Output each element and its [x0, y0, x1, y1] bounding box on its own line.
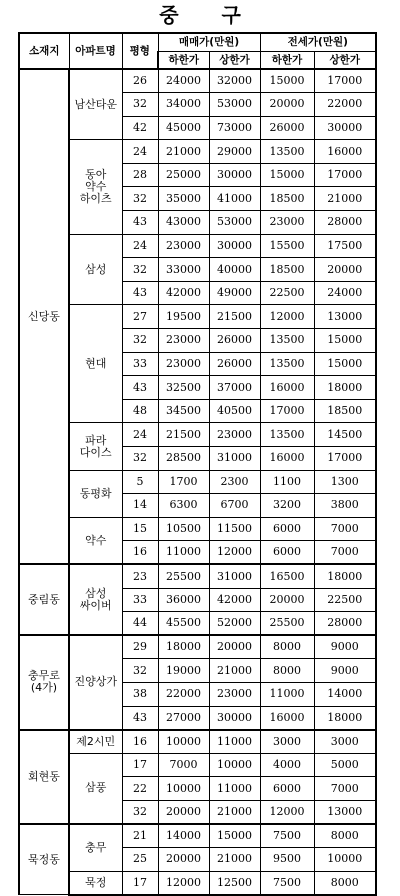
sale-low-cell: 34500 [158, 399, 209, 423]
area-cell: 32 [122, 447, 158, 471]
sale-low-cell: 7000 [158, 753, 209, 777]
area-cell: 14 [122, 494, 158, 518]
sale-high-cell: 40000 [209, 258, 260, 282]
sale-high-cell: 49000 [209, 281, 260, 305]
sale-low-cell: 25000 [158, 163, 209, 187]
sale-high-cell: 12000 [209, 541, 260, 565]
area-cell: 24 [122, 423, 158, 447]
area-cell: 17 [122, 871, 158, 895]
lease-high-cell: 18500 [314, 399, 376, 423]
sale-high-cell: 21500 [209, 305, 260, 329]
lease-low-cell: 23000 [260, 211, 314, 235]
area-cell: 16 [122, 730, 158, 754]
area-cell: 25 [122, 848, 158, 872]
lease-low-cell: 15500 [260, 234, 314, 258]
lease-high-cell: 30000 [314, 116, 376, 140]
lease-low-cell: 16000 [260, 447, 314, 471]
area-cell: 16 [122, 541, 158, 565]
area-cell: 38 [122, 682, 158, 706]
sale-high-cell: 37000 [209, 376, 260, 400]
sale-low-cell: 28500 [158, 447, 209, 471]
sale-low-cell: 18000 [158, 635, 209, 659]
apartment-name-cell: 파라 다이스 [69, 423, 122, 470]
table-row [19, 564, 376, 588]
lease-high-cell: 3800 [314, 494, 376, 518]
lease-high-cell: 13000 [314, 800, 376, 824]
sale-high-cell: 31000 [209, 564, 260, 588]
lease-low-cell: 7500 [260, 824, 314, 848]
sale-high-cell: 26000 [209, 329, 260, 353]
table-row [19, 234, 376, 258]
apartment-name-cell: 삼성 싸이버 [69, 564, 122, 635]
location-cell: 신당동 [19, 69, 69, 564]
area-cell: 43 [122, 376, 158, 400]
table-row [19, 305, 376, 329]
sale-low-cell: 19000 [158, 659, 209, 683]
sale-low-cell: 12000 [158, 871, 209, 895]
table-row [19, 824, 376, 848]
lease-low-cell: 20000 [260, 588, 314, 612]
apartment-name-cell: 동평화 [69, 470, 122, 517]
sale-high-cell: 52000 [209, 612, 260, 636]
table-header [19, 33, 376, 69]
lease-high-cell: 3000 [314, 730, 376, 754]
area-cell: 24 [122, 140, 158, 164]
lease-high-cell: 10000 [314, 848, 376, 872]
area-cell: 5 [122, 470, 158, 494]
lease-low-cell: 16000 [260, 376, 314, 400]
lease-high-cell: 18000 [314, 564, 376, 588]
sale-low-cell: 32500 [158, 376, 209, 400]
sale-low-cell: 21500 [158, 423, 209, 447]
lease-low-cell: 12000 [260, 800, 314, 824]
sale-high-cell: 21000 [209, 659, 260, 683]
lease-low-cell: 15000 [260, 69, 314, 93]
sale-low-cell: 10500 [158, 517, 209, 541]
sale-low-cell: 36000 [158, 588, 209, 612]
page-title: 중 구 [159, 3, 259, 27]
lease-low-cell: 18500 [260, 258, 314, 282]
table-row [19, 140, 376, 164]
table-row [19, 517, 376, 541]
sale-high-cell: 53000 [209, 93, 260, 117]
sale-high-cell: 21000 [209, 800, 260, 824]
lease-high-cell: 13000 [314, 305, 376, 329]
area-cell: 27 [122, 305, 158, 329]
area-cell: 17 [122, 753, 158, 777]
lease-high-cell: 28000 [314, 211, 376, 235]
lease-high-cell: 9000 [314, 659, 376, 683]
lease-high-cell: 14500 [314, 423, 376, 447]
lease-low-cell: 4000 [260, 753, 314, 777]
area-cell: 32 [122, 659, 158, 683]
lease-low-cell: 12000 [260, 305, 314, 329]
area-cell: 42 [122, 116, 158, 140]
lease-low-cell: 6000 [260, 777, 314, 801]
lease-low-cell: 3200 [260, 494, 314, 518]
area-cell: 22 [122, 777, 158, 801]
apartment-name-cell: 남산타운 [69, 69, 122, 140]
sale-high-cell: 29000 [209, 140, 260, 164]
sale-low-cell: 33000 [158, 258, 209, 282]
lease-high-cell: 17000 [314, 69, 376, 93]
lease-high-cell: 22000 [314, 93, 376, 117]
lease-high-cell: 18000 [314, 706, 376, 730]
area-cell: 43 [122, 211, 158, 235]
lease-low-cell: 16000 [260, 706, 314, 730]
table-row [19, 871, 376, 895]
lease-low-cell: 3000 [260, 730, 314, 754]
area-cell: 32 [122, 187, 158, 211]
lease-high-cell: 15000 [314, 352, 376, 376]
lease-low-cell: 13500 [260, 423, 314, 447]
lease-low-cell: 22500 [260, 281, 314, 305]
sale-high-cell: 6700 [209, 494, 260, 518]
sale-low-cell: 14000 [158, 824, 209, 848]
lease-low-cell: 13500 [260, 352, 314, 376]
area-cell: 33 [122, 352, 158, 376]
header-sale-upper: 상한가 [209, 51, 260, 69]
lease-low-cell: 18500 [260, 187, 314, 211]
sale-low-cell: 23000 [158, 352, 209, 376]
sale-low-cell: 22000 [158, 682, 209, 706]
lease-high-cell: 18000 [314, 376, 376, 400]
sale-high-cell: 21000 [209, 848, 260, 872]
sale-high-cell: 32000 [209, 69, 260, 93]
sale-low-cell: 43000 [158, 211, 209, 235]
lease-low-cell: 8000 [260, 635, 314, 659]
sale-high-cell: 20000 [209, 635, 260, 659]
sale-low-cell: 20000 [158, 848, 209, 872]
lease-low-cell: 20000 [260, 93, 314, 117]
sale-low-cell: 45500 [158, 612, 209, 636]
lease-high-cell: 5000 [314, 753, 376, 777]
area-cell: 32 [122, 329, 158, 353]
area-cell: 32 [122, 93, 158, 117]
table-row [19, 470, 376, 494]
sale-high-cell: 40500 [209, 399, 260, 423]
table-row [19, 69, 376, 93]
lease-low-cell: 13500 [260, 140, 314, 164]
location-cell: 회현동 [19, 730, 69, 824]
header-lease: 전세가(만원) [260, 33, 376, 51]
lease-low-cell: 17000 [260, 399, 314, 423]
lease-low-cell: 26000 [260, 116, 314, 140]
lease-high-cell: 15000 [314, 329, 376, 353]
apartment-name-cell: 약수 [69, 517, 122, 564]
sale-low-cell: 11000 [158, 541, 209, 565]
sale-low-cell: 20000 [158, 800, 209, 824]
lease-high-cell: 8000 [314, 824, 376, 848]
table-row [19, 730, 376, 754]
area-cell: 29 [122, 635, 158, 659]
area-cell: 43 [122, 281, 158, 305]
lease-high-cell: 14000 [314, 682, 376, 706]
lease-low-cell: 8000 [260, 659, 314, 683]
sale-low-cell: 23000 [158, 329, 209, 353]
lease-high-cell: 20000 [314, 258, 376, 282]
table-body [19, 69, 376, 895]
lease-high-cell: 22500 [314, 588, 376, 612]
sale-high-cell: 23000 [209, 682, 260, 706]
sale-high-cell: 42000 [209, 588, 260, 612]
lease-high-cell: 8000 [314, 871, 376, 895]
sale-low-cell: 34000 [158, 93, 209, 117]
sale-low-cell: 27000 [158, 706, 209, 730]
sale-low-cell: 24000 [158, 69, 209, 93]
sale-high-cell: 15000 [209, 824, 260, 848]
lease-high-cell: 7000 [314, 777, 376, 801]
sale-high-cell: 53000 [209, 211, 260, 235]
lease-high-cell: 9000 [314, 635, 376, 659]
location-cell: 묵정동 [19, 824, 69, 895]
apartment-name-cell: 삼풍 [69, 753, 122, 824]
lease-low-cell: 9500 [260, 848, 314, 872]
sale-low-cell: 25500 [158, 564, 209, 588]
sale-low-cell: 23000 [158, 234, 209, 258]
lease-low-cell: 15000 [260, 163, 314, 187]
area-cell: 28 [122, 163, 158, 187]
area-cell: 23 [122, 564, 158, 588]
area-cell: 43 [122, 706, 158, 730]
sale-high-cell: 10000 [209, 753, 260, 777]
lease-low-cell: 25500 [260, 612, 314, 636]
apartment-name-cell: 진양상가 [69, 635, 122, 729]
header-sale-lower: 하한가 [158, 51, 209, 69]
area-cell: 44 [122, 612, 158, 636]
area-cell: 15 [122, 517, 158, 541]
header-lease-lower: 하한가 [260, 51, 314, 69]
sale-high-cell: 23000 [209, 423, 260, 447]
sale-high-cell: 30000 [209, 706, 260, 730]
lease-low-cell: 11000 [260, 682, 314, 706]
lease-high-cell: 17000 [314, 163, 376, 187]
lease-low-cell: 7500 [260, 871, 314, 895]
lease-high-cell: 17000 [314, 447, 376, 471]
sale-low-cell: 19500 [158, 305, 209, 329]
sale-low-cell: 35000 [158, 187, 209, 211]
lease-low-cell: 1100 [260, 470, 314, 494]
sale-low-cell: 45000 [158, 116, 209, 140]
area-cell: 32 [122, 800, 158, 824]
lease-high-cell: 21000 [314, 187, 376, 211]
sale-low-cell: 21000 [158, 140, 209, 164]
sale-low-cell: 6300 [158, 494, 209, 518]
sale-high-cell: 12500 [209, 871, 260, 895]
lease-high-cell: 24000 [314, 281, 376, 305]
lease-low-cell: 6000 [260, 517, 314, 541]
location-cell: 중림동 [19, 564, 69, 635]
area-cell: 21 [122, 824, 158, 848]
table-row [19, 635, 376, 659]
header-lease-upper: 상한가 [314, 51, 376, 69]
lease-high-cell: 28000 [314, 612, 376, 636]
sale-high-cell: 26000 [209, 352, 260, 376]
sale-high-cell: 2300 [209, 470, 260, 494]
apartment-name-cell: 제2시민 [69, 730, 122, 754]
apartment-name-cell: 현대 [69, 305, 122, 423]
sale-low-cell: 42000 [158, 281, 209, 305]
sale-high-cell: 30000 [209, 234, 260, 258]
table-row [19, 423, 376, 447]
header-sale: 매매가(만원) [158, 33, 260, 51]
header-apartment: 아파트명 [69, 33, 122, 69]
area-cell: 48 [122, 399, 158, 423]
lease-high-cell: 17500 [314, 234, 376, 258]
lease-high-cell: 7000 [314, 541, 376, 565]
apartment-name-cell: 동아 약수 하이츠 [69, 140, 122, 234]
area-cell: 24 [122, 234, 158, 258]
lease-low-cell: 13500 [260, 329, 314, 353]
lease-high-cell: 1300 [314, 470, 376, 494]
lease-high-cell: 16000 [314, 140, 376, 164]
sale-low-cell: 1700 [158, 470, 209, 494]
sale-high-cell: 41000 [209, 187, 260, 211]
price-table [18, 32, 377, 896]
apartment-name-cell: 삼성 [69, 234, 122, 305]
area-cell: 32 [122, 258, 158, 282]
sale-low-cell: 10000 [158, 777, 209, 801]
sale-high-cell: 11500 [209, 517, 260, 541]
lease-low-cell: 6000 [260, 541, 314, 565]
area-cell: 33 [122, 588, 158, 612]
header-location: 소재지 [19, 33, 69, 69]
location-cell: 충무로 (4가) [19, 635, 69, 729]
apartment-name-cell: 묵정 [69, 871, 122, 895]
sale-high-cell: 11000 [209, 730, 260, 754]
lease-low-cell: 16500 [260, 564, 314, 588]
sale-high-cell: 31000 [209, 447, 260, 471]
apartment-name-cell: 충무 [69, 824, 122, 871]
table-row [19, 753, 376, 777]
area-cell: 26 [122, 69, 158, 93]
sale-low-cell: 10000 [158, 730, 209, 754]
lease-high-cell: 7000 [314, 517, 376, 541]
sale-high-cell: 11000 [209, 777, 260, 801]
header-area: 평형 [122, 33, 158, 69]
sale-high-cell: 73000 [209, 116, 260, 140]
sale-high-cell: 30000 [209, 163, 260, 187]
